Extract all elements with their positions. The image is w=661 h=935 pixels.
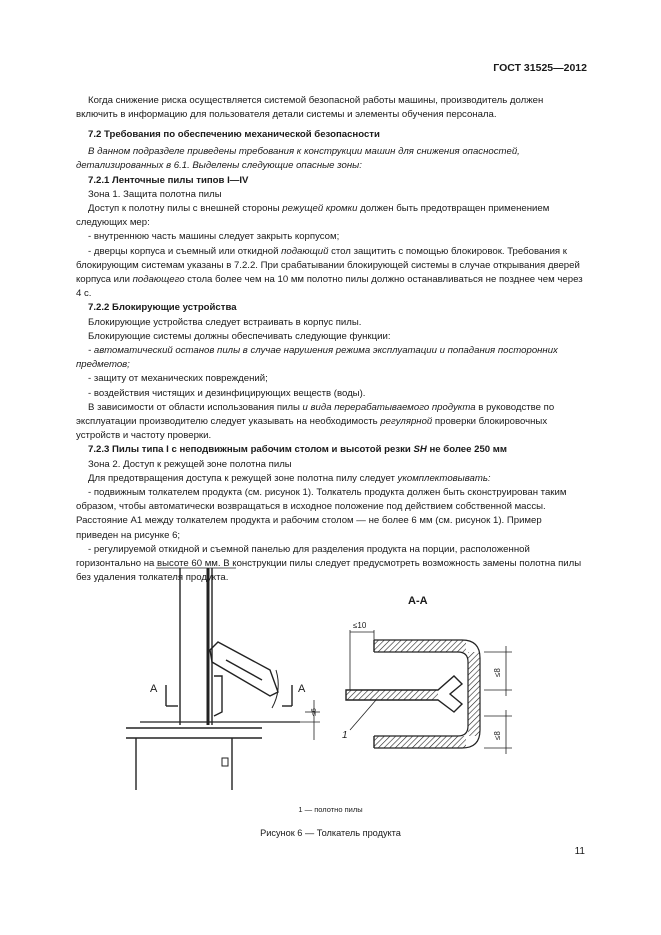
- label-le10: ≤10: [353, 621, 367, 630]
- zone-1-title: Зона 1. Защита полотна пилы: [88, 188, 222, 200]
- list-item: - регулируемой откидной и съемной панелью для разделения продукта на порции, расположенной горизонтально на высоте 60 мм. В конструкции пилы следует предусмотреть возможность замены полотна пилы без удаления толкателя продукта.: [76, 543, 582, 584]
- section-label: А-А: [408, 595, 428, 607]
- pusher-hinge: [214, 676, 222, 716]
- section-7-2-2-title: 7.2.2 Блокирующие устройства: [88, 302, 237, 314]
- figure-caption: Рисунок 6 — Толкатель продукта: [260, 828, 401, 838]
- list-item: - внутреннюю часть машины следует закрыть корпусом;: [88, 231, 340, 243]
- paragraph: Для предотвращения доступа к режущей зоне полотна пилу следует укомплектовывать:: [88, 472, 491, 484]
- figure-legend: 1 — полотно пилы: [298, 805, 363, 814]
- callout-number: 1: [342, 730, 348, 741]
- paragraph: В зависимости от области использования пилы и вида перерабатываемого продукта в руководстве по эксплуатации производителю следует указывать на необходимость регулярной проверки блокировочных устройств и частоту проверки.: [76, 401, 555, 442]
- list-item: - автоматический останов пилы в случае нарушения режима эксплуатации и попадания посторонних предметов;: [76, 345, 558, 371]
- label-le8-top: ≤8: [493, 668, 502, 677]
- label-le8-bottom: ≤8: [493, 731, 502, 740]
- page-number: 11: [574, 846, 585, 857]
- zone-2-title: Зона 2. Доступ к режущей зоне полотна пилы: [88, 458, 292, 470]
- standard-number: ГОСТ 31525—2012: [493, 62, 587, 74]
- section-7-2-title: 7.2 Требования по обеспечению механической безопасности: [88, 129, 380, 140]
- section-7-2-1-title: 7.2.1 Ленточные пилы типов I—IV: [88, 174, 249, 186]
- cut-label-right: А: [298, 683, 306, 695]
- section-7-2-lead: В данном подразделе приведены требования к конструкции машин для снижения опасностей, детализированных в 6.1. Выделены следующие опасные зоны:: [76, 146, 520, 172]
- section-7-2-3-title: 7.2.3 Пилы типа I с неподвижным рабочим столом и высотой резки SH не более 250 мм: [88, 444, 507, 456]
- paragraph-intro: Когда снижение риска осуществляется системой безопасной работы машины, производитель должен включить в информацию для пользователя детали системы и элементы обучения персонала.: [76, 95, 544, 121]
- paragraph: Блокирующие системы должны обеспечивать следующие функции:: [88, 330, 391, 342]
- label-le6: ≤6: [311, 708, 318, 716]
- paragraph: Блокирующие устройства следует встраивать в корпус пилы.: [88, 316, 362, 328]
- product-pusher: [210, 642, 278, 696]
- list-item: - дверцы корпуса и съемный или откидной подающий стол защитить с помощью блокировок. Требования к блокирующим системам указаны в 7.2.2. При срабатывании блокирующей системы в случае открывания дверей корпуса или подающего стола более чем на 10 мм полотно пилы должно останавливаться не позднее чем через 4 с.: [76, 245, 583, 300]
- list-item: - подвижным толкателем продукта (см. рисунок 1). Толкатель продукта должен быть сконструирован таким образом, чтобы автоматически возвращаться в исходное положение под действием собственной массы. Расстояние A1 между толкателем продукта и рабочим столом — не более 6 мм (см. рисунок 1). Пример приведен на рисунке 6;: [76, 487, 567, 541]
- callout-leader: [350, 700, 376, 730]
- list-item: - воздействия чистящих и дезинфицирующих веществ (воды).: [88, 387, 366, 399]
- list-item: - защиту от механических повреждений;: [88, 373, 268, 385]
- paragraph-access: Доступ к полотну пилы с внешней стороны режущей кромки должен быть предотвращен применением следующих мер:: [76, 203, 550, 229]
- cut-label-left: А: [150, 683, 158, 695]
